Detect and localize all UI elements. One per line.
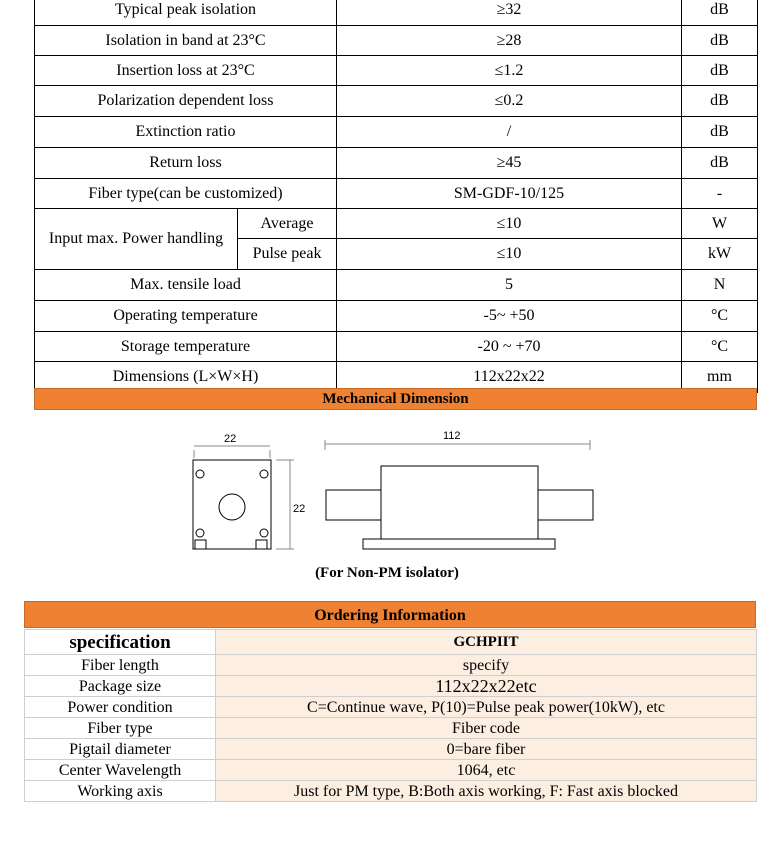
spec-value: -20 ~ +70 xyxy=(337,332,682,362)
mechanical-dimension-header: Mechanical Dimension xyxy=(34,388,757,410)
spec-unit: N xyxy=(682,270,758,301)
spec-value: 112x22x22 xyxy=(337,362,682,393)
ordering-label: Center Wavelength xyxy=(25,760,216,781)
ordering-label: Power condition xyxy=(25,697,216,718)
ordering-label: Fiber length xyxy=(25,655,216,676)
spec-unit: dB xyxy=(682,56,758,86)
spec-value: ≥32 xyxy=(337,0,682,26)
end-view-drawing xyxy=(193,446,294,549)
spec-value: ≤1.2 xyxy=(337,56,682,86)
ordering-information-header: Ordering Information xyxy=(24,601,756,628)
spec-value: ≥28 xyxy=(337,26,682,56)
spec-param: Storage temperature xyxy=(35,332,337,362)
spec-row xyxy=(35,56,758,86)
ordering-value: specify xyxy=(216,655,757,676)
spec-unit: dB xyxy=(682,26,758,56)
spec-row xyxy=(35,26,758,56)
ordering-value: Just for PM type, B:Both axis working, F: Fast axis blocked xyxy=(216,781,757,802)
spec-unit: - xyxy=(682,179,758,209)
drawing-caption: (For Non-PM isolator) xyxy=(315,565,459,581)
spec-unit: dB xyxy=(682,0,758,26)
spec-row xyxy=(35,179,758,209)
spec-param: Polarization dependent loss xyxy=(35,86,337,117)
spec-value: ≤10 xyxy=(337,239,682,270)
specification-table xyxy=(34,0,758,393)
spec-row xyxy=(35,148,758,179)
ordering-header-row xyxy=(25,630,757,655)
dim-width-label: 22 xyxy=(224,433,237,445)
spec-param: Dimensions (L×W×H) xyxy=(35,362,337,393)
spec-row xyxy=(35,332,758,362)
ordering-value: GCHPIIT xyxy=(216,630,757,655)
ordering-row xyxy=(25,739,757,760)
ordering-row xyxy=(25,718,757,739)
spec-value: ≤10 xyxy=(337,209,682,239)
spec-unit: °C xyxy=(682,301,758,332)
ordering-value: Fiber code xyxy=(216,718,757,739)
spec-param: Max. tensile load xyxy=(35,270,337,301)
spec-param: Typical peak isolation xyxy=(35,0,337,26)
side-view-drawing xyxy=(325,440,593,549)
ordering-label: Working axis xyxy=(25,781,216,802)
ordering-label: Package size xyxy=(25,676,216,697)
spec-param: Extinction ratio xyxy=(35,117,337,148)
spec-value: ≥45 xyxy=(337,148,682,179)
dim-length-label: 112 xyxy=(443,430,461,442)
spec-value: ≤0.2 xyxy=(337,86,682,117)
ordering-label: specification xyxy=(25,630,216,655)
dim-height-label: 22 xyxy=(293,503,306,515)
spec-value: / xyxy=(337,117,682,148)
spec-row xyxy=(35,301,758,332)
ordering-row xyxy=(25,697,757,718)
ordering-row xyxy=(25,655,757,676)
ordering-row xyxy=(25,760,757,781)
mechanical-drawing xyxy=(180,420,600,560)
spec-param: Isolation in band at 23°C xyxy=(35,26,337,56)
ordering-label: Pigtail diameter xyxy=(25,739,216,760)
spec-row xyxy=(35,117,758,148)
spec-unit: dB xyxy=(682,148,758,179)
spec-value: 5 xyxy=(337,270,682,301)
ordering-value: 0=bare fiber xyxy=(216,739,757,760)
power-sub-label: Pulse peak xyxy=(238,239,337,270)
spec-unit: mm xyxy=(682,362,758,393)
spec-row xyxy=(35,0,758,26)
ordering-value: 112x22x22etc xyxy=(216,676,757,697)
power-handling-label: Input max. Power handling xyxy=(35,209,238,270)
spec-value: -5~ +50 xyxy=(337,301,682,332)
spec-param: Fiber type(can be customized) xyxy=(35,179,337,209)
ordering-row xyxy=(25,781,757,802)
ordering-value: C=Continue wave, P(10)=Pulse peak power(10kW), etc xyxy=(216,697,757,718)
spec-unit: dB xyxy=(682,117,758,148)
spec-row xyxy=(35,86,758,117)
ordering-table xyxy=(24,629,757,802)
spec-param: Operating temperature xyxy=(35,301,337,332)
ordering-label: Fiber type xyxy=(25,718,216,739)
spec-row-power-average xyxy=(35,209,758,239)
spec-unit: W xyxy=(682,209,758,239)
spec-unit: kW xyxy=(682,239,758,270)
ordering-row xyxy=(25,676,757,697)
spec-value: SM-GDF-10/125 xyxy=(337,179,682,209)
spec-unit: dB xyxy=(682,86,758,117)
ordering-value: 1064, etc xyxy=(216,760,757,781)
spec-row xyxy=(35,270,758,301)
spec-param: Insertion loss at 23°C xyxy=(35,56,337,86)
spec-param: Return loss xyxy=(35,148,337,179)
power-sub-label: Average xyxy=(238,209,337,239)
spec-unit: °C xyxy=(682,332,758,362)
